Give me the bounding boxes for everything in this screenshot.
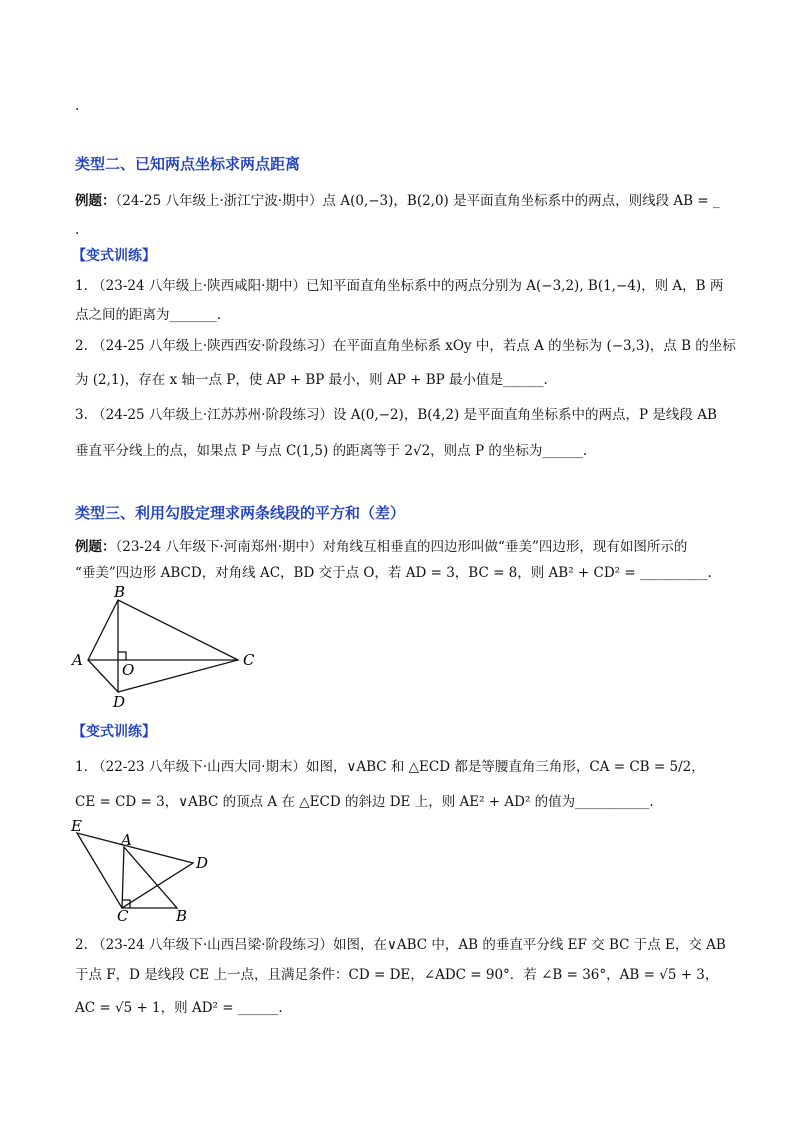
triangle-ecd: [77, 833, 193, 908]
s2-q1-line1: 1. （23-24 八年级上·陕西咸阳·期中）已知平面直角坐标系中的两点分别为 A(−3,2), B(1,−4)，则 A，B 两: [75, 278, 724, 294]
s3-q1-line2: CE = CD = 3，∨ABC 的顶点 A 在 △ECD 的斜边 DE 上，则 AE² + AD² 的值为___________.: [75, 794, 654, 810]
right-angle-mark: [118, 652, 126, 660]
example-label: 例题：: [75, 539, 116, 555]
label-d: D: [113, 693, 126, 710]
s3-q1-line1: 1. （22-23 八年级下·山西大同·期末）如图，∨ABC 和 △ECD 都是等腰直角三角形，CA = CB = 5/2，: [75, 759, 705, 775]
practice-label: 【变式训练】: [72, 248, 156, 264]
s3-q2-line3: AC = √5 + 1，则 AD² = ______.: [75, 1000, 283, 1016]
label-c2: C: [117, 907, 129, 923]
section2-heading: 类型二、已知两点坐标求两点距离: [75, 155, 301, 173]
example-text: （24-25 八年级上·浙江宁波·期中）点 A(0,−3)，B(2,0) 是平面直角坐标系中的两点，则线段 AB = _: [115, 193, 720, 209]
stray-dot: .: [75, 98, 80, 114]
quadrilateral-outline: [88, 600, 238, 692]
s3-q2-line2: 于点 F，D 是线段 CE 上一点，且满足条件：CD = DE，∠ADC = 90°．若 ∠B = 36°，AB = √5 + 3，: [75, 967, 719, 983]
quadrilateral-figure: [60, 585, 270, 710]
example-text: （23-24 八年级下·河南郑州·期中）对角线互相垂直的四边形叫做“垂美”四边形，现有如图所示的: [115, 539, 688, 555]
label-e: E: [71, 818, 82, 835]
s3-q2-line1: 2. （23-24 八年级下·山西吕梁·阶段练习）如图，在∨ABC 中，AB 的垂直平分线 EF 交 BC 于点 E，交 AB: [75, 937, 726, 953]
s2-q3-line2: 垂直平分线上的点，如果点 P 与点 C(1,5) 的距离等于 2√2，则点 P 的坐标为______.: [75, 443, 588, 459]
section2-example: [75, 191, 720, 211]
label-a2: A: [121, 831, 132, 849]
label-o: O: [122, 661, 135, 679]
section3-example-line1: [75, 537, 687, 557]
label-b2: B: [176, 907, 188, 923]
s2-q2-line2: 为 (2,1)，存在 x 轴一点 P，使 AP + BP 最小，则 AP + BP 最小值是______.: [75, 372, 548, 388]
s2-q3-line1: 3. （24-25 八年级上·江苏苏州·阶段练习）设 A(0,−2)，B(4,2) 是平面直角坐标系中的两点，P 是线段 AB: [75, 407, 717, 423]
label-d2: D: [196, 854, 209, 872]
s2-q2-line1: 2. （24-25 八年级上·陕西西安·阶段练习）在平面直角坐标系 xOy 中，若点 A 的坐标为 (−3,3)，点 B 的坐标: [75, 338, 736, 354]
section3-example-line2: “垂美”四边形 ABCD，对角线 AC，BD 交于点 O，若 AD = 3，BC = 8，则 AB² + CD² = __________.: [75, 565, 712, 581]
example-tail: .: [75, 222, 80, 238]
label-c: C: [243, 651, 255, 669]
s2-q1-line2: 点之间的距离为_______.: [75, 307, 222, 323]
triangles-figure: [65, 818, 225, 923]
example-label: 例题：: [75, 193, 116, 209]
practice-label-2: 【变式训练】: [72, 724, 156, 740]
section3-heading: 类型三、利用勾股定理求两条线段的平方和（差）: [75, 504, 406, 522]
label-b: B: [114, 585, 126, 601]
label-a: A: [72, 651, 83, 669]
